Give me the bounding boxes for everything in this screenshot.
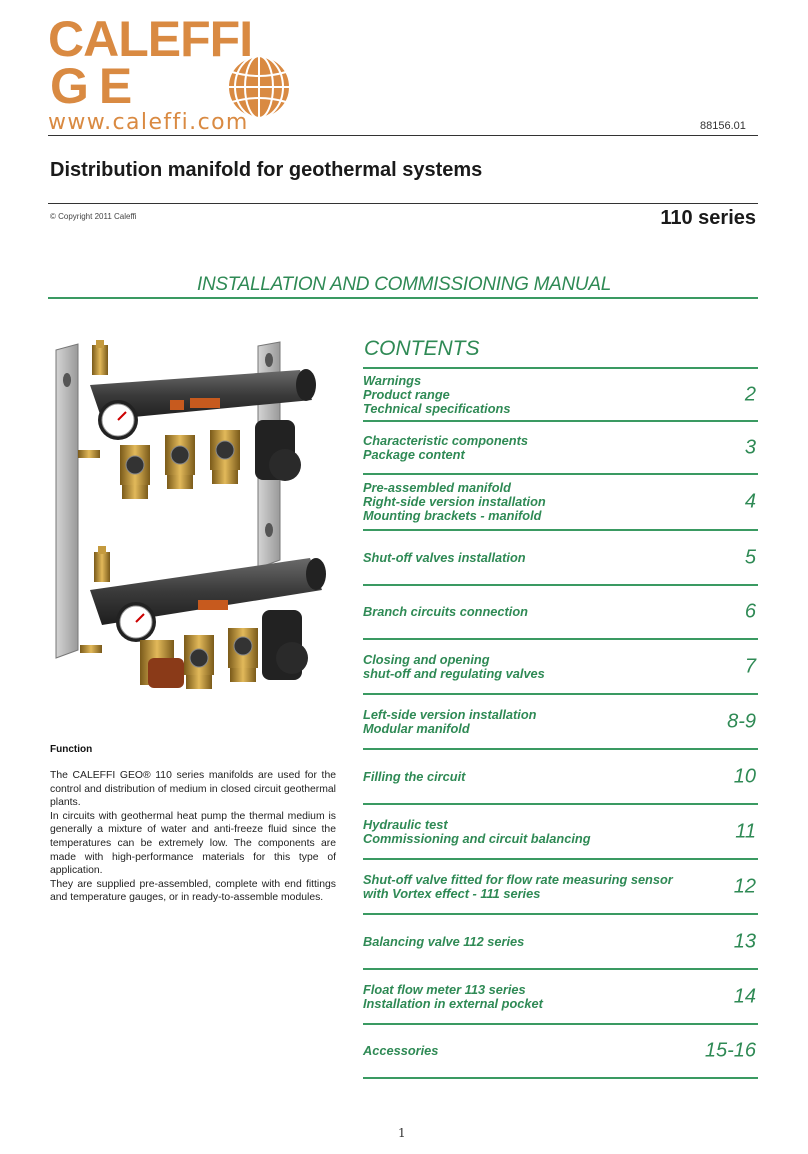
toc-line: with Vortex effect - 111 series bbox=[363, 885, 541, 901]
series-label: 110 series bbox=[660, 207, 756, 229]
table-of-contents bbox=[363, 367, 758, 1079]
toc-page-number: 11 bbox=[735, 820, 756, 842]
toc-line: Technical specifications bbox=[363, 400, 511, 416]
toc-entry[interactable] bbox=[363, 858, 758, 913]
toc-line: Shut-off valve fitted for flow rate measuring sensor bbox=[363, 871, 673, 887]
document-code: 88156.01 bbox=[700, 120, 746, 132]
toc-line: Float flow meter 113 series bbox=[363, 981, 526, 997]
toc-entry[interactable] bbox=[363, 420, 758, 473]
toc-line: Package content bbox=[363, 446, 465, 462]
toc-page-number: 7 bbox=[744, 655, 756, 677]
toc-line: Warnings bbox=[363, 372, 422, 388]
function-paragraph: They are supplied pre-assembled, complete with end fittings and temperature gauges, or in ready-to-assemble modules. bbox=[50, 878, 336, 904]
toc-entry[interactable] bbox=[363, 1023, 758, 1079]
header-divider bbox=[48, 135, 758, 136]
website-link[interactable]: www.caleffi.com bbox=[48, 110, 249, 135]
toc-line: Closing and opening bbox=[363, 651, 490, 667]
toc-entry-title bbox=[363, 434, 708, 462]
toc-page-number: 15-16 bbox=[704, 1039, 756, 1062]
toc-line: Product range bbox=[363, 386, 450, 402]
toc-line: Left-side version installation bbox=[363, 706, 537, 722]
toc-entry-title bbox=[363, 873, 708, 901]
toc-entry-title bbox=[363, 708, 708, 736]
toc-entry-title bbox=[363, 818, 708, 846]
manual-title: INSTALLATION AND COMMISSIONING MANUAL bbox=[197, 274, 611, 295]
toc-page-number: 6 bbox=[744, 600, 756, 623]
manual-title-divider bbox=[48, 297, 758, 299]
toc-page-number: 12 bbox=[733, 875, 756, 897]
toc-page-number: 8-9 bbox=[727, 710, 756, 732]
toc-line: Hydraulic test bbox=[363, 816, 448, 832]
function-paragraph: In circuits with geothermal heat pump the thermal medium is generally a mixture of water and anti-freeze fluid since the temperatures can be extremely low. The components are made with high-performance materials for this type of application. bbox=[50, 810, 336, 877]
toc-line: Right-side version installation bbox=[363, 494, 546, 509]
toc-entry[interactable] bbox=[363, 968, 758, 1023]
toc-entry-title bbox=[363, 481, 708, 523]
toc-line: Shut-off valves installation bbox=[363, 549, 526, 565]
toc-line: Filling the circuit bbox=[363, 768, 466, 784]
title-divider bbox=[48, 203, 758, 204]
toc-entry[interactable] bbox=[363, 584, 758, 638]
toc-entry-title bbox=[363, 1044, 708, 1058]
manifold-illustration bbox=[50, 340, 350, 710]
toc-line: Balancing valve 112 series bbox=[363, 933, 525, 949]
toc-entry[interactable] bbox=[363, 529, 758, 584]
toc-page-number: 5 bbox=[744, 546, 756, 568]
toc-entry[interactable] bbox=[363, 473, 758, 529]
toc-line: Accessories bbox=[363, 1043, 439, 1058]
toc-line: Pre-assembled manifold bbox=[363, 480, 511, 495]
toc-page-number: 14 bbox=[733, 985, 756, 1007]
toc-page-number: 3 bbox=[744, 436, 756, 458]
toc-line: Commissioning and circuit balancing bbox=[363, 830, 591, 846]
toc-entry[interactable] bbox=[363, 913, 758, 968]
page-title: Distribution manifold for geothermal systems bbox=[50, 159, 483, 181]
toc-entry-title bbox=[363, 605, 708, 619]
toc-entry-title bbox=[363, 983, 708, 1011]
toc-page-number: 4 bbox=[744, 490, 756, 513]
toc-line: shut-off and regulating valves bbox=[363, 665, 545, 681]
toc-line: Branch circuits connection bbox=[363, 604, 528, 619]
toc-page-number: 13 bbox=[733, 930, 756, 952]
page-number: 1 bbox=[398, 1126, 406, 1140]
toc-entry[interactable] bbox=[363, 803, 758, 858]
caleffi-geo-logo bbox=[48, 11, 253, 114]
toc-line: Mounting brackets - manifold bbox=[363, 508, 542, 523]
toc-entry-title bbox=[363, 374, 708, 416]
contents-heading: CONTENTS bbox=[364, 337, 480, 360]
toc-entry[interactable] bbox=[363, 367, 758, 420]
logo-brand-line2: GE bbox=[50, 58, 143, 114]
toc-entry[interactable] bbox=[363, 748, 758, 803]
function-paragraph: The CALEFFI GEO® 110 series manifolds are used for the control and distribution of medium in closed circuit geothermal plants. bbox=[50, 770, 336, 809]
toc-entry-title bbox=[363, 551, 708, 565]
copyright-notice: © Copyright 2011 Caleffi bbox=[50, 212, 137, 221]
toc-page-number: 2 bbox=[744, 383, 756, 405]
toc-entry-title bbox=[363, 770, 708, 784]
toc-entry[interactable] bbox=[363, 693, 758, 748]
toc-entry-title bbox=[363, 935, 708, 949]
toc-line: Installation in external pocket bbox=[363, 995, 543, 1011]
function-heading: Function bbox=[50, 744, 93, 755]
toc-entry-title bbox=[363, 653, 708, 681]
function-description bbox=[50, 769, 336, 905]
toc-entry[interactable] bbox=[363, 638, 758, 693]
logo-brand-line1: CALEFFI bbox=[48, 11, 253, 67]
toc-line: Characteristic components bbox=[363, 432, 528, 448]
toc-page-number: 10 bbox=[733, 765, 756, 787]
toc-line: Modular manifold bbox=[363, 720, 470, 736]
